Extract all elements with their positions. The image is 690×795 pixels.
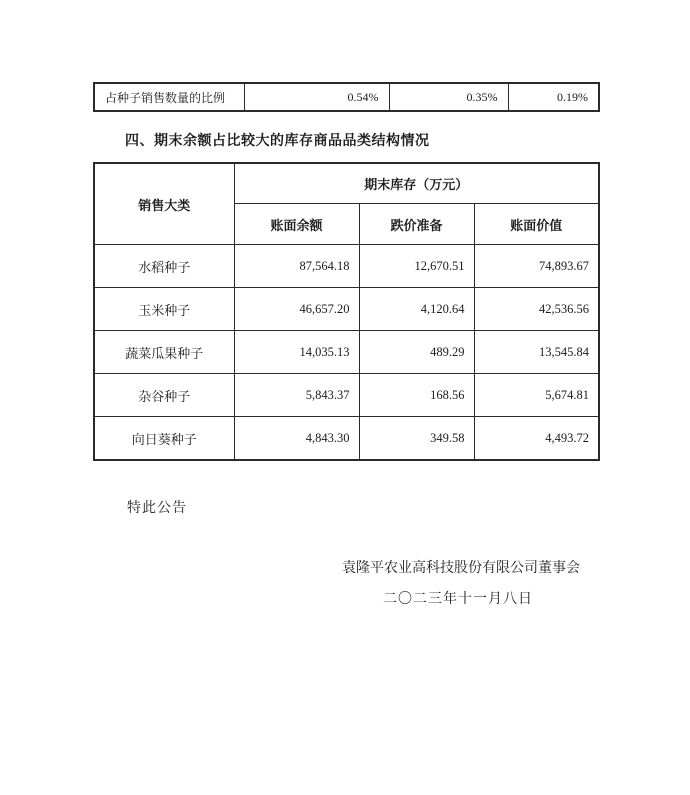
value-cell: 12,670.51	[359, 245, 474, 288]
table-row	[94, 288, 599, 331]
value-cell: 4,843.30	[234, 417, 359, 461]
ratio-value-3: 0.19%	[508, 83, 599, 111]
table-row	[94, 374, 599, 417]
table-row	[94, 245, 599, 288]
ratio-row-label: 占种子销售数量的比例	[94, 83, 244, 111]
column-header-book-value: 账面价值	[474, 204, 599, 245]
value-cell: 489.29	[359, 331, 474, 374]
value-cell: 46,657.20	[234, 288, 359, 331]
table-row	[94, 417, 599, 461]
signature-date: 二〇二三年十一月八日	[383, 592, 533, 607]
table-row	[94, 331, 599, 374]
value-cell: 74,893.67	[474, 245, 599, 288]
value-cell: 14,035.13	[234, 331, 359, 374]
category-cell: 向日葵种子	[94, 417, 234, 461]
value-cell: 349.58	[359, 417, 474, 461]
inventory-table	[93, 162, 600, 461]
section-heading: 四、期末余额占比较大的库存商品品类结构情况	[125, 134, 430, 149]
value-cell: 13,545.84	[474, 331, 599, 374]
value-cell: 4,493.72	[474, 417, 599, 461]
value-cell: 87,564.18	[234, 245, 359, 288]
category-cell: 水稻种子	[94, 245, 234, 288]
category-cell: 玉米种子	[94, 288, 234, 331]
column-header-category: 销售大类	[94, 163, 234, 245]
value-cell: 5,674.81	[474, 374, 599, 417]
value-cell: 5,843.37	[234, 374, 359, 417]
ratio-table	[93, 82, 600, 112]
ratio-value-1: 0.54%	[244, 83, 389, 111]
value-cell: 4,120.64	[359, 288, 474, 331]
closing-statement: 特此公告	[127, 501, 187, 516]
value-cell: 168.56	[359, 374, 474, 417]
ratio-value-2: 0.35%	[389, 83, 508, 111]
category-cell: 杂谷种子	[94, 374, 234, 417]
value-cell: 42,536.56	[474, 288, 599, 331]
column-header-price-reserve: 跌价准备	[359, 204, 474, 245]
column-header-group: 期末库存（万元）	[234, 163, 599, 204]
column-header-book-balance: 账面余额	[234, 204, 359, 245]
category-cell: 蔬菜瓜果种子	[94, 331, 234, 374]
table-header-row	[94, 163, 599, 204]
signature-company: 袁隆平农业高科技股份有限公司董事会	[342, 561, 580, 576]
table-row	[94, 83, 599, 111]
